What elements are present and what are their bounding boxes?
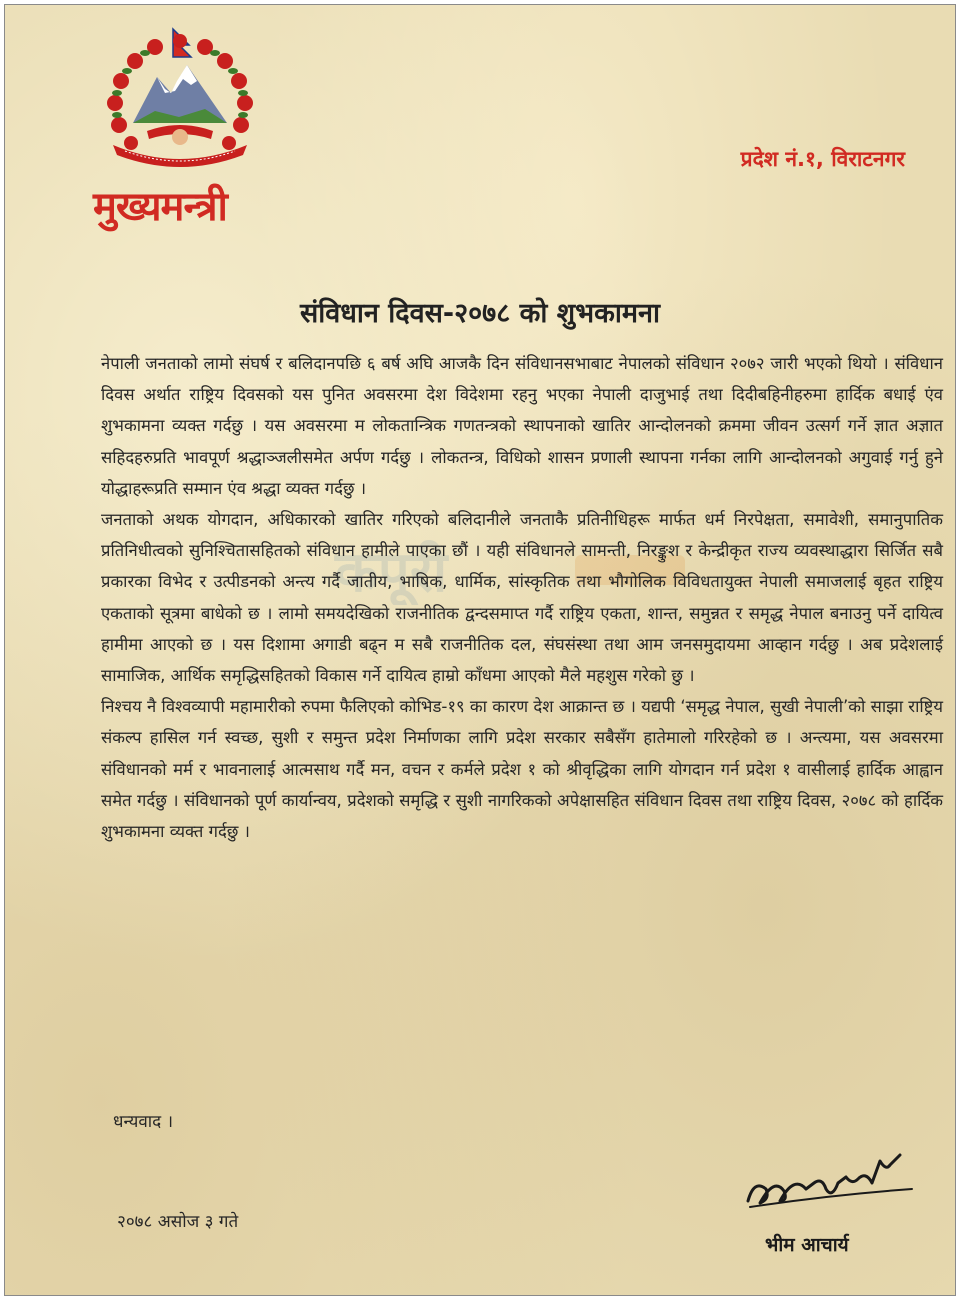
paragraph-1: नेपाली जनताको लामो संघर्ष र बलिदानपछि ६ बर्ष अघि आजकै दिन संविधानसभाबाट नेपालको संविधान २०७२ जारी भएको थियो । संविधान दिवस अर्थात राष्ट्रिय दिवसको यस पुनित अवसरमा देश विदेशमा रहनु भएका नेपाली दाजुभाई तथा दिदीबहिनीहरुमा हार्दिक बधाई एंव शुभकामना व्यक्त गर्दछु । यस अवसरमा म लोकतान्त्रिक गणतन्त्रको स्थापनाको खातिर आन्दोलनको क्रममा जीवन उत्सर्ग गर्ने ज्ञात अज्ञात सहिदहरुप्रति भावपूर्ण श्रद्धाञ्जलीसमेत अर्पण गर्दछु । लोकतन्त्र, विधिको शासन प्रणाली स्थापना गर्नका लागि आन्दोलनको अगुवाई गर्नु हुने योद्धाहरूप्रति सम्मान एंव श्रद्धा व्यक्त गर्दछु । <box>101 354 943 498</box>
signature-icon <box>740 1149 920 1219</box>
closing-thanks: धन्यवाद । <box>113 1112 174 1132</box>
paragraph-3: निश्चय नै विश्वव्यापी महामारीको रुपमा फैलिएको कोभिड-१९ का कारण देश आक्रान्त छ । यद्यपी ‘समृद्ध नेपाल, सुखी नेपाली’को साझा राष्ट्रिय संकल्प हासिल गर्न स्वच्छ, सुशी र समुन्त प्रदेश निर्माणका लागि प्रदेश सरकार सबैसँग हातेमालो गरिरहेको छ । अन्त्यमा, यस अवसरमा संविधानको मर्म र भावनालाई आत्मसाथ गर्दै मन, वचन र कर्मले प्रदेश १ को श्रीवृद्धिका लागि योगदान गर्न प्रदेश १ वासीलाई हार्दिक आह्वान समेत गर्दछु । संविधानको पूर्ण कार्यान्वय, प्रदेशको समृद्धि र सुशी नागरिकको अपेक्षासहित संविधान दिवस तथा राष्ट्रिय दिवस, २०७८ को हार्दिक शुभकामना व्यक्त गर्दछु । <box>101 697 943 842</box>
letter-body <box>101 348 943 847</box>
letter-page <box>4 4 956 1296</box>
nepal-emblem-icon <box>95 27 265 177</box>
province-label: प्रदेश नं.१, विराटनगर <box>740 147 905 171</box>
signer-name: भीम आचार्य <box>765 1234 849 1256</box>
paragraph-2: जनताको अथक योगदान, अधिकारको खातिर गरिएको बलिदानीले जनताकै प्रतिनीधिहरू मार्फत धर्म निरपेक्षता, समावेशी, समानुपातिक प्रतिनिधीत्वको सुनिश्चितासहितको संविधान हामीले पाएका छौं । यही संविधानले सामन्ती, निरङ्कुश र केन्द्रीकृत राज्य व्यवस्थाद्धारा सिर्जित सबै प्रकारका विभेद र उत्पीडनको अन्त्य गर्दै जातीय, भाषिक, धार्मिक, सांस्कृतिक तथा भौगोलिक विविधतायुक्त नेपाली समाजलाई बृहत राष्ट्रिय एकताको सूत्रमा बाधेको छ । लामो समयदेखिको राजनीतिक द्वन्दसमाप्त गर्दै राष्ट्रिय एकता, शान्त, समुन्नत र समृद्ध नेपाल बनाउनु पर्ने दायित्व हामीमा आएको छ । यस दिशामा अगाडी बढ्न म सबै राजनीतिक दल, संघसंस्था तथा आम जनसमुदायमा आव्हान गर्दछु । अब प्रदेशलाई सामाजिक, आर्थिक समृद्धिसहितको विकास गर्ने दायित्व हाम्रो काँधमा आएको मैले महशुस गरेको छु । <box>101 510 943 686</box>
office-title: मुख्यमन्त्री <box>93 184 227 230</box>
watermark-text: कपूरी <box>335 540 448 605</box>
document-title: संविधान दिवस-२०७८ को शुभकामना <box>300 298 660 329</box>
letter-date: २०७८ असोज ३ गते <box>117 1212 239 1232</box>
